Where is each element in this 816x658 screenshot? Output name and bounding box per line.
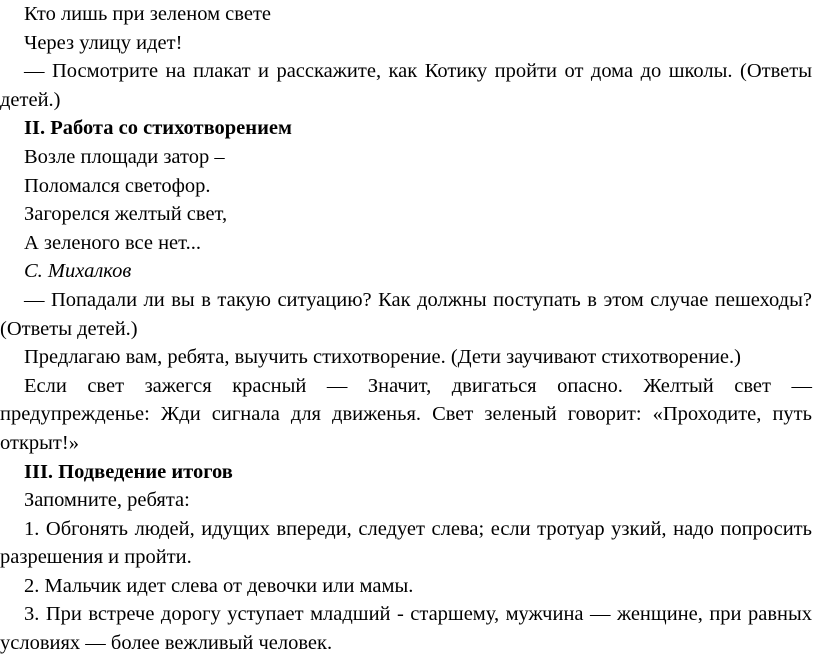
rule-item: 3. При встрече дорогу уступает младший - старшему, мужчина — женщине, при равных условиях — более вежливый человек. bbox=[0, 603, 812, 655]
body-paragraph: Запомните, ребята: bbox=[24, 489, 190, 512]
section-heading-poem-work: II. Работа со стихотворением bbox=[24, 117, 292, 140]
question-paragraph: — Посмотрите на плакат и расскажите, как Котику пройти от дома до школы. (Ответы детей.) bbox=[0, 60, 812, 111]
question-paragraph: — Попадали ли вы в такую ситуацию? Как должны поступать в этом случае пешеходы? (Ответы детей.) bbox=[0, 288, 812, 340]
poem-line: Возле площади затор – bbox=[24, 145, 225, 168]
poem-author: С. Михалков bbox=[24, 260, 132, 283]
poem-line: Через улицу идет! bbox=[24, 31, 183, 54]
poem-line: Загорелся желтый свет, bbox=[24, 203, 228, 226]
poem-line: А зеленого все нет... bbox=[24, 231, 201, 254]
instruction-paragraph: Предлагаю вам, ребята, выучить стихотворение. (Дети заучивают стихотворение.) bbox=[24, 346, 741, 369]
poem-paragraph: Если свет зажегся красный — Значит, двигаться опасно. Желтый свет — предупрежденье: Жди сигнала для движенья. Свет зеленый говорит: «Проходите, путь открыт!» bbox=[0, 374, 812, 454]
rule-item: 1. Обгонять людей, идущих впереди, следует слева; если тротуар узкий, надо попросить разрешения и пройти. bbox=[0, 517, 812, 569]
poem-line: Поломался светофор. bbox=[24, 174, 211, 197]
rule-item: 2. Мальчик идет слева от девочки или мамы. bbox=[24, 574, 414, 597]
poem-line: Кто лишь при зеленом свете bbox=[24, 3, 272, 25]
section-heading-summary: III. Подведение итогов bbox=[24, 460, 233, 483]
